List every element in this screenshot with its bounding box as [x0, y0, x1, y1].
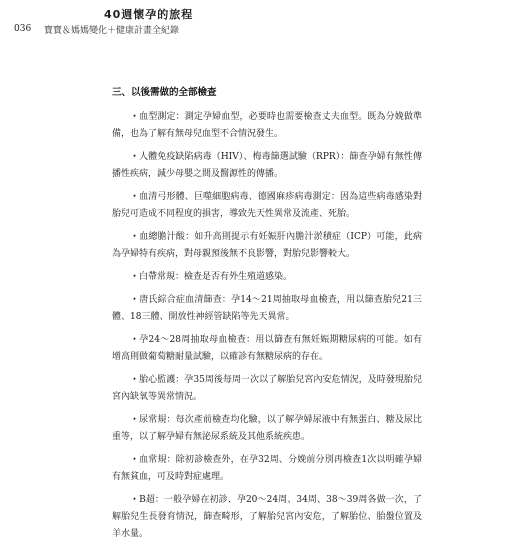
item-text: 血型測定：測定孕婦血型，必要時也需要檢查丈夫血型。既為分娩做準備，也為了解有無母兒血型不合情況發生。 — [112, 112, 422, 139]
item-text: 尿常規：每次產前檢查均化驗，以了解孕婦尿液中有無蛋白、糖及尿比重等，以了解孕婦有無泌尿系統及其他系統疾患。 — [112, 415, 422, 442]
item-text: 血常規：除初診檢查外，在孕32周、分娩前分別再檢查1次以明確孕婦有無貧血，可及時對症處理。 — [112, 455, 422, 482]
bullet-icon: ・ — [130, 415, 140, 425]
item-text: 白帶常規：檢查是否有外生殖道感染。 — [139, 272, 293, 282]
bullet-icon: ・ — [130, 295, 140, 305]
page-number: 036 — [14, 24, 32, 34]
book-title: 40週懷孕的旅程 — [104, 8, 194, 21]
list-item — [112, 372, 422, 406]
page-content — [112, 86, 422, 549]
list-item — [112, 109, 422, 143]
bullet-icon: ・ — [130, 375, 140, 385]
bullet-icon: ・ — [130, 192, 140, 202]
bullet-icon: ・ — [130, 455, 140, 465]
list-item — [112, 412, 422, 446]
bullet-icon: ・ — [130, 335, 140, 345]
item-text: B超：一般孕婦在初診、孕20～24周、34周、38～39周各做一次，了解胎兒生長發育情況，篩查畸形，了解胎兒宮內安危，了解胎位、胎盤位置及羊水量。 — [112, 495, 422, 539]
list-item — [112, 269, 422, 286]
item-text: 孕24～28周抽取母血檢查：用以篩查有無妊娠期糖尿病的可能。如有增高則做葡萄糖耐量試驗，以確診有無糖尿病的存在。 — [112, 335, 422, 362]
section-heading: 三、以後需做的全部檢查 — [112, 87, 217, 98]
item-text: 唐氏綜合症血清篩查：孕14～21周抽取母血檢查，用以篩查胎兒21三體、18三體、開放性神經管缺陷等先天異常。 — [112, 295, 422, 322]
bullet-icon: ・ — [130, 495, 140, 505]
item-text: 人體免疫缺陷病毒（HIV）、梅毒篩選試驗（RPR）：篩查孕婦有無性傳播性疾病，減少母嬰之間及醫源性的傳播。 — [112, 152, 422, 179]
page-header — [14, 6, 314, 44]
item-text: 血總膽汁酸：如升高則提示有妊娠肝內膽汁淤積症（ICP）可能，此病為孕婦特有疾病，對母親預後無不良影響，對胎兒影響較大。 — [112, 232, 422, 259]
list-item — [112, 229, 422, 263]
bullet-icon: ・ — [130, 152, 140, 162]
list-item — [112, 452, 422, 486]
item-text: 血清弓形體、巨噬細胞病毒、德國麻疹病毒測定：因為這些病毒感染對胎兒可造成不同程度的損害，導致先天性異常及流產、死胎。 — [112, 192, 422, 219]
bullet-icon: ・ — [130, 232, 140, 242]
bullet-icon: ・ — [130, 112, 140, 122]
list-item — [112, 292, 422, 326]
bullet-icon: ・ — [130, 272, 140, 282]
list-item — [112, 189, 422, 223]
list-item — [112, 332, 422, 366]
item-text: 胎心監護：孕35周後每周一次以了解胎兒宮內安危情況，及時發現胎兒宮內缺氧等異常情況。 — [112, 375, 422, 402]
list-item — [112, 149, 422, 183]
book-subtitle: 寶寶＆媽媽變化＋健康計畫全紀錄 — [44, 26, 180, 36]
